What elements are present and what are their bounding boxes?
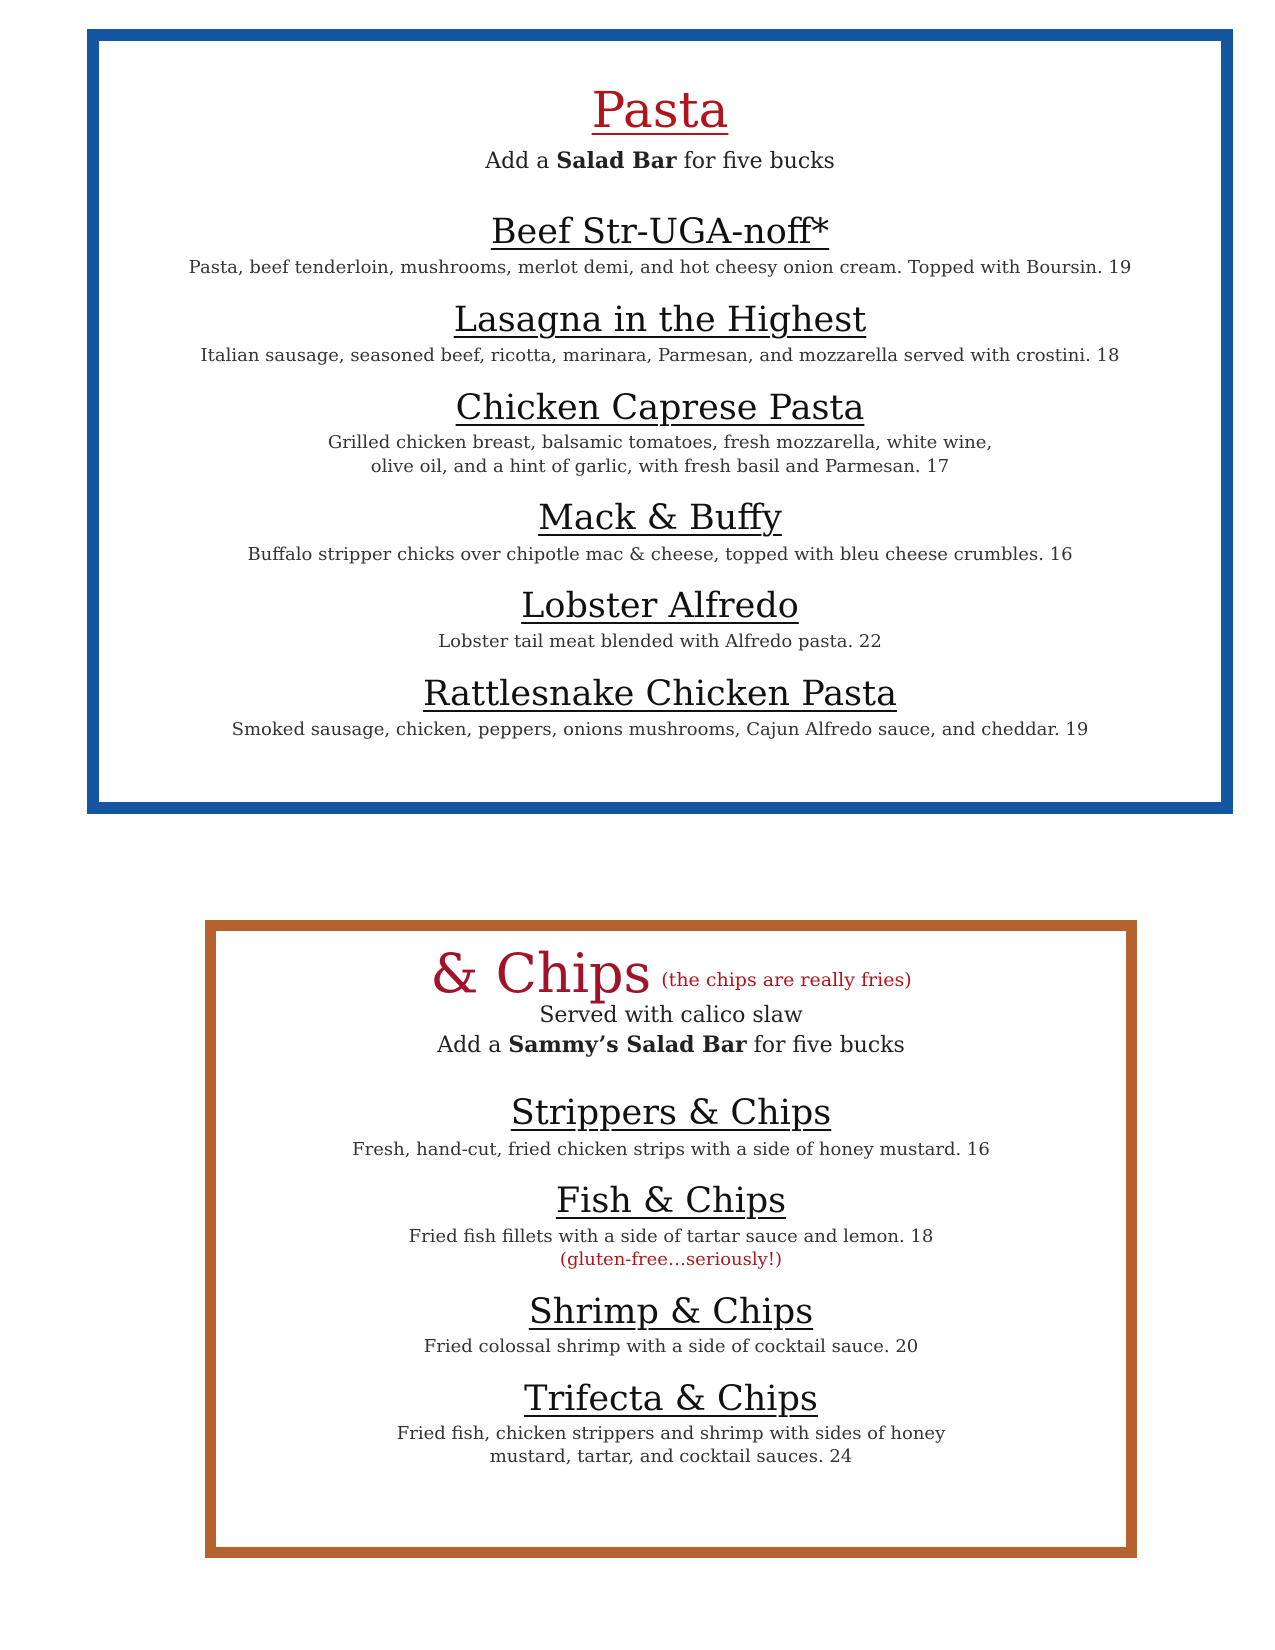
chips-section-title: & Chips: [430, 942, 652, 1005]
menu-item-name: Strippers & Chips: [510, 1093, 832, 1133]
menu-item-name: Beef Str-UGA-noff*: [490, 212, 830, 252]
menu-item-description: Fresh, hand-cut, fried chicken strips with a side of honey mustard. 16: [352, 1139, 990, 1160]
menu-item-description: Grilled chicken breast, balsamic tomatoes, fresh mozzarella, white wine,: [327, 432, 993, 453]
chips-heading: [216, 942, 1126, 1005]
menu-item-description: Smoked sausage, chicken, peppers, onions mushrooms, Cajun Alfredo sauce, and cheddar. 19: [231, 719, 1089, 740]
chips-subtitle-salad-bar: Sammy’s Salad Bar: [508, 1032, 747, 1058]
menu-item-description: mustard, tartar, and cocktail sauces. 24: [489, 1446, 853, 1467]
menu-item-name: Lobster Alfredo: [521, 586, 799, 626]
menu-item-description: Fried fish, chicken strippers and shrimp with sides of honey: [396, 1423, 946, 1444]
menu-item-name: Chicken Caprese Pasta: [455, 388, 865, 428]
chips-menu-panel: [205, 920, 1137, 1558]
pasta-subtitle-prefix: Add a: [485, 149, 557, 174]
menu-item-name: Shrimp & Chips: [528, 1292, 814, 1332]
chips-subtitle-suffix: for five bucks: [746, 1033, 905, 1058]
pasta-subtitle-suffix: for five bucks: [676, 149, 835, 174]
pasta-section-title: Pasta: [591, 81, 729, 139]
chips-title-note: (the chips are really fries): [661, 969, 912, 991]
chips-served-with: Served with calico slaw: [539, 1003, 803, 1028]
chips-subtitle-prefix: Add a: [437, 1033, 509, 1058]
menu-item-description: Italian sausage, seasoned beef, ricotta, marinara, Parmesan, and mozzarella served with crostini. 18: [200, 345, 1120, 366]
menu-item-description: Fried colossal shrimp with a side of cocktail sauce. 20: [423, 1336, 919, 1357]
chips-subtitle: [216, 1032, 1126, 1059]
menu-item-description: Buffalo stripper chicks over chipotle mac & cheese, topped with bleu cheese crumbles. 16: [247, 544, 1073, 565]
menu-item-description: Pasta, beef tenderloin, mushrooms, merlot demi, and hot cheesy onion cream. Topped with Boursin. 19: [188, 257, 1132, 278]
menu-item-name: Fish & Chips: [555, 1181, 787, 1221]
pasta-menu-panel: [87, 29, 1233, 814]
gluten-free-note: (gluten-free…seriously!): [559, 1249, 783, 1270]
menu-item-name: Rattlesnake Chicken Pasta: [423, 674, 897, 714]
pasta-subtitle-salad-bar: Salad Bar: [556, 148, 677, 174]
menu-item-description: Fried fish fillets with a side of tartar sauce and lemon. 18: [408, 1226, 934, 1247]
menu-item-name: Lasagna in the Highest: [453, 300, 867, 340]
menu-item-description: olive oil, and a hint of garlic, with fresh basil and Parmesan. 17: [370, 456, 950, 477]
menu-item-name: Mack & Buffy: [538, 498, 782, 538]
pasta-subtitle: [99, 148, 1221, 175]
menu-item-name: Trifecta & Chips: [524, 1379, 818, 1419]
menu-item-description: Lobster tail meat blended with Alfredo pasta. 22: [438, 631, 882, 652]
